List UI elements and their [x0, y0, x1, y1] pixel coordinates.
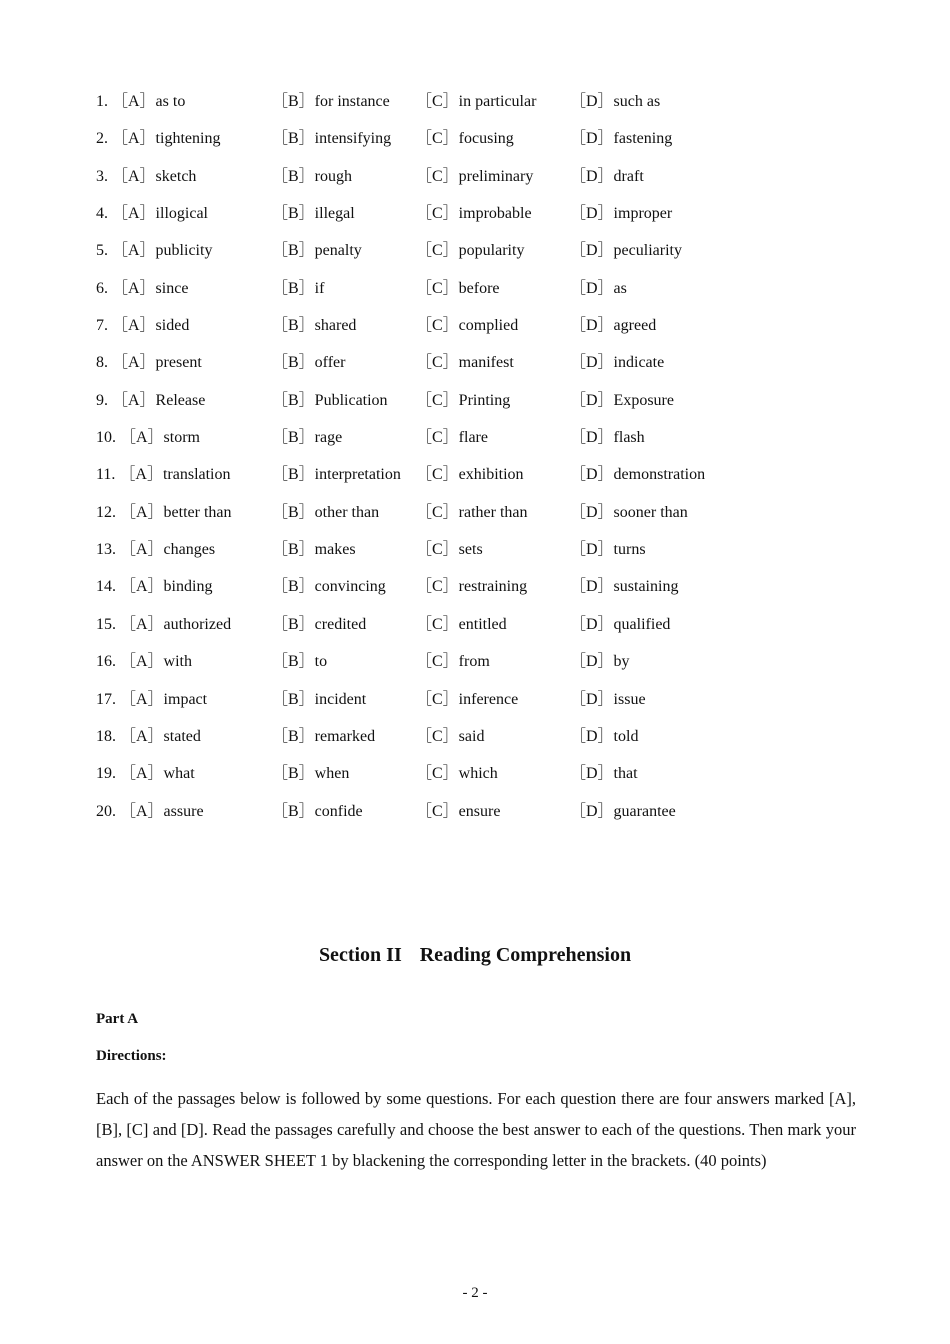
- option-c: ［C］inference: [416, 690, 519, 708]
- option-c: ［C］said: [416, 727, 485, 745]
- option-b: ［B］interpretation: [272, 466, 401, 484]
- option-d: ［D］told: [570, 727, 639, 745]
- question-row: [96, 351, 856, 388]
- question-row: [96, 800, 856, 837]
- question-row: [96, 239, 856, 276]
- option-d: ［D］agreed: [570, 317, 657, 335]
- option-a: ［A］with: [120, 653, 193, 671]
- option-b: ［B］confide: [272, 802, 363, 820]
- option-b: ［B］if: [272, 279, 325, 297]
- question-row: [96, 202, 856, 239]
- question-row: [96, 650, 856, 687]
- option-a: ［A］binding: [120, 578, 213, 596]
- page-number: - 2 -: [462, 1285, 488, 1301]
- option-d: ［D］sooner than: [570, 503, 688, 521]
- option-c: ［C］before: [416, 279, 500, 297]
- question-number: 12.: [96, 503, 116, 521]
- question-row: [96, 762, 856, 799]
- option-a: ［A］storm: [120, 429, 201, 447]
- question-number: 18.: [96, 727, 116, 745]
- option-b: ［B］rage: [272, 429, 343, 447]
- option-c: ［C］exhibition: [416, 466, 524, 484]
- question-row: [96, 538, 856, 575]
- option-d: ［D］fastening: [570, 130, 673, 148]
- question-row: [96, 688, 856, 725]
- option-d: ［D］indicate: [570, 354, 665, 372]
- question-number: 20.: [96, 802, 116, 820]
- option-a: ［A］authorized: [120, 615, 232, 633]
- question-row: [96, 314, 856, 351]
- question-number: 11.: [96, 466, 116, 484]
- option-a: ［A］as to: [112, 93, 186, 110]
- option-a: ［A］what: [120, 765, 195, 783]
- option-c: ［C］improbable: [416, 205, 532, 223]
- question-row: [96, 613, 856, 650]
- question-row: [96, 501, 856, 538]
- option-d: ［D］draft: [570, 167, 644, 185]
- question-list: [96, 90, 856, 837]
- option-a: ［A］assure: [120, 802, 204, 820]
- option-c: ［C］complied: [416, 317, 519, 335]
- option-c: ［C］which: [416, 765, 498, 783]
- question-row: [96, 426, 856, 463]
- option-b: ［B］rough: [272, 167, 353, 185]
- option-c: ［C］popularity: [416, 242, 525, 260]
- question-row: [96, 90, 856, 127]
- option-d: ［D］issue: [570, 690, 646, 708]
- question-number: 16.: [96, 653, 116, 671]
- option-c: ［C］restraining: [416, 578, 528, 596]
- option-c: ［C］flare: [416, 429, 488, 447]
- option-c: ［C］from: [416, 653, 490, 671]
- option-b: ［B］remarked: [272, 727, 376, 745]
- option-b: ［B］when: [272, 765, 350, 783]
- option-b: ［B］intensifying: [272, 130, 392, 148]
- option-b: ［B］Publication: [272, 391, 388, 409]
- question-number: 15.: [96, 615, 116, 633]
- question-row: [96, 165, 856, 202]
- question-number: 8.: [96, 354, 108, 372]
- section-name: Reading Comprehension: [419, 944, 632, 966]
- option-a: ［A］better than: [120, 503, 232, 521]
- option-a: ［A］impact: [120, 690, 208, 708]
- question-number: 14.: [96, 578, 116, 596]
- option-b: ［B］shared: [272, 317, 357, 335]
- question-number: 6.: [96, 279, 108, 297]
- option-a: ［A］illogical: [112, 205, 208, 223]
- question-number: 9.: [96, 391, 108, 409]
- option-c: ［C］focusing: [416, 130, 514, 148]
- option-a: ［A］sketch: [112, 167, 197, 185]
- option-a: ［A］publicity: [112, 242, 213, 260]
- question-number: 7.: [96, 317, 108, 335]
- option-c: ［C］preliminary: [416, 167, 534, 185]
- option-d: ［D］peculiarity: [570, 242, 682, 260]
- option-c: ［C］in particular: [416, 93, 537, 110]
- option-a: ［A］since: [112, 279, 189, 297]
- question-row: [96, 277, 856, 314]
- question-number: 19.: [96, 765, 116, 783]
- option-d: ［D］sustaining: [570, 578, 679, 596]
- option-b: ［B］incident: [272, 690, 367, 708]
- option-c: ［C］sets: [416, 541, 483, 559]
- section-title: [0, 944, 950, 967]
- option-d: ［D］Exposure: [570, 391, 674, 409]
- option-c: ［C］Printing: [416, 391, 511, 409]
- option-a: ［A］translation: [119, 466, 231, 484]
- directions-paragraph: Each of the passages below is followed by some questions. For each question there are four answers marked [A], [B], [C] and [D]. Read the passages carefully and choose the best answer to each of the questions. Then mark your answer on the ANSWER SHEET 1 by blackening the corresponding letter in the brackets. (40 points): [96, 1089, 856, 1170]
- option-a: ［A］tightening: [112, 130, 221, 148]
- option-d: ［D］such as: [570, 93, 661, 110]
- option-a: ［A］stated: [120, 727, 201, 745]
- option-d: ［D］qualified: [570, 615, 671, 633]
- option-b: ［B］credited: [272, 615, 367, 633]
- option-b: ［B］makes: [272, 541, 356, 559]
- option-d: ［D］turns: [570, 541, 646, 559]
- question-number: 3.: [96, 167, 108, 185]
- option-b: ［B］convincing: [272, 578, 386, 596]
- question-row: [96, 127, 856, 164]
- part-heading: Part A: [96, 1011, 139, 1027]
- option-b: ［B］illegal: [272, 205, 355, 223]
- question-row: [96, 575, 856, 612]
- option-c: ［C］ensure: [416, 802, 501, 820]
- question-row: [96, 725, 856, 762]
- question-row: [96, 463, 856, 500]
- option-b: ［B］to: [272, 653, 328, 671]
- option-a: ［A］sided: [112, 317, 190, 335]
- option-d: ［D］guarantee: [570, 802, 676, 820]
- question-number: 17.: [96, 690, 116, 708]
- section-number: II: [386, 944, 402, 966]
- question-number: 2.: [96, 130, 108, 148]
- option-b: ［B］for instance: [272, 93, 390, 110]
- directions-heading: Directions:: [96, 1048, 167, 1064]
- option-d: ［D］demonstration: [570, 466, 706, 484]
- option-c: ［C］rather than: [416, 503, 528, 521]
- question-number: 4.: [96, 205, 108, 223]
- option-d: ［D］by: [570, 653, 630, 671]
- question-number: 13.: [96, 541, 116, 559]
- option-b: ［B］offer: [272, 354, 346, 372]
- option-c: ［C］entitled: [416, 615, 507, 633]
- option-a: ［A］Release: [112, 391, 206, 409]
- option-a: ［A］changes: [120, 541, 216, 559]
- option-d: ［D］that: [570, 765, 638, 783]
- question-number: 5.: [96, 242, 108, 260]
- question-row: [96, 389, 856, 426]
- option-b: ［B］other than: [272, 503, 380, 521]
- option-b: ［B］penalty: [272, 242, 362, 260]
- question-number: 10.: [96, 429, 116, 447]
- question-number: 1.: [96, 93, 108, 110]
- section-label: Section: [318, 944, 382, 966]
- option-d: ［D］as: [570, 279, 627, 297]
- option-d: ［D］flash: [570, 429, 645, 447]
- option-d: ［D］improper: [570, 205, 673, 223]
- option-c: ［C］manifest: [416, 354, 514, 372]
- option-a: ［A］present: [112, 354, 202, 372]
